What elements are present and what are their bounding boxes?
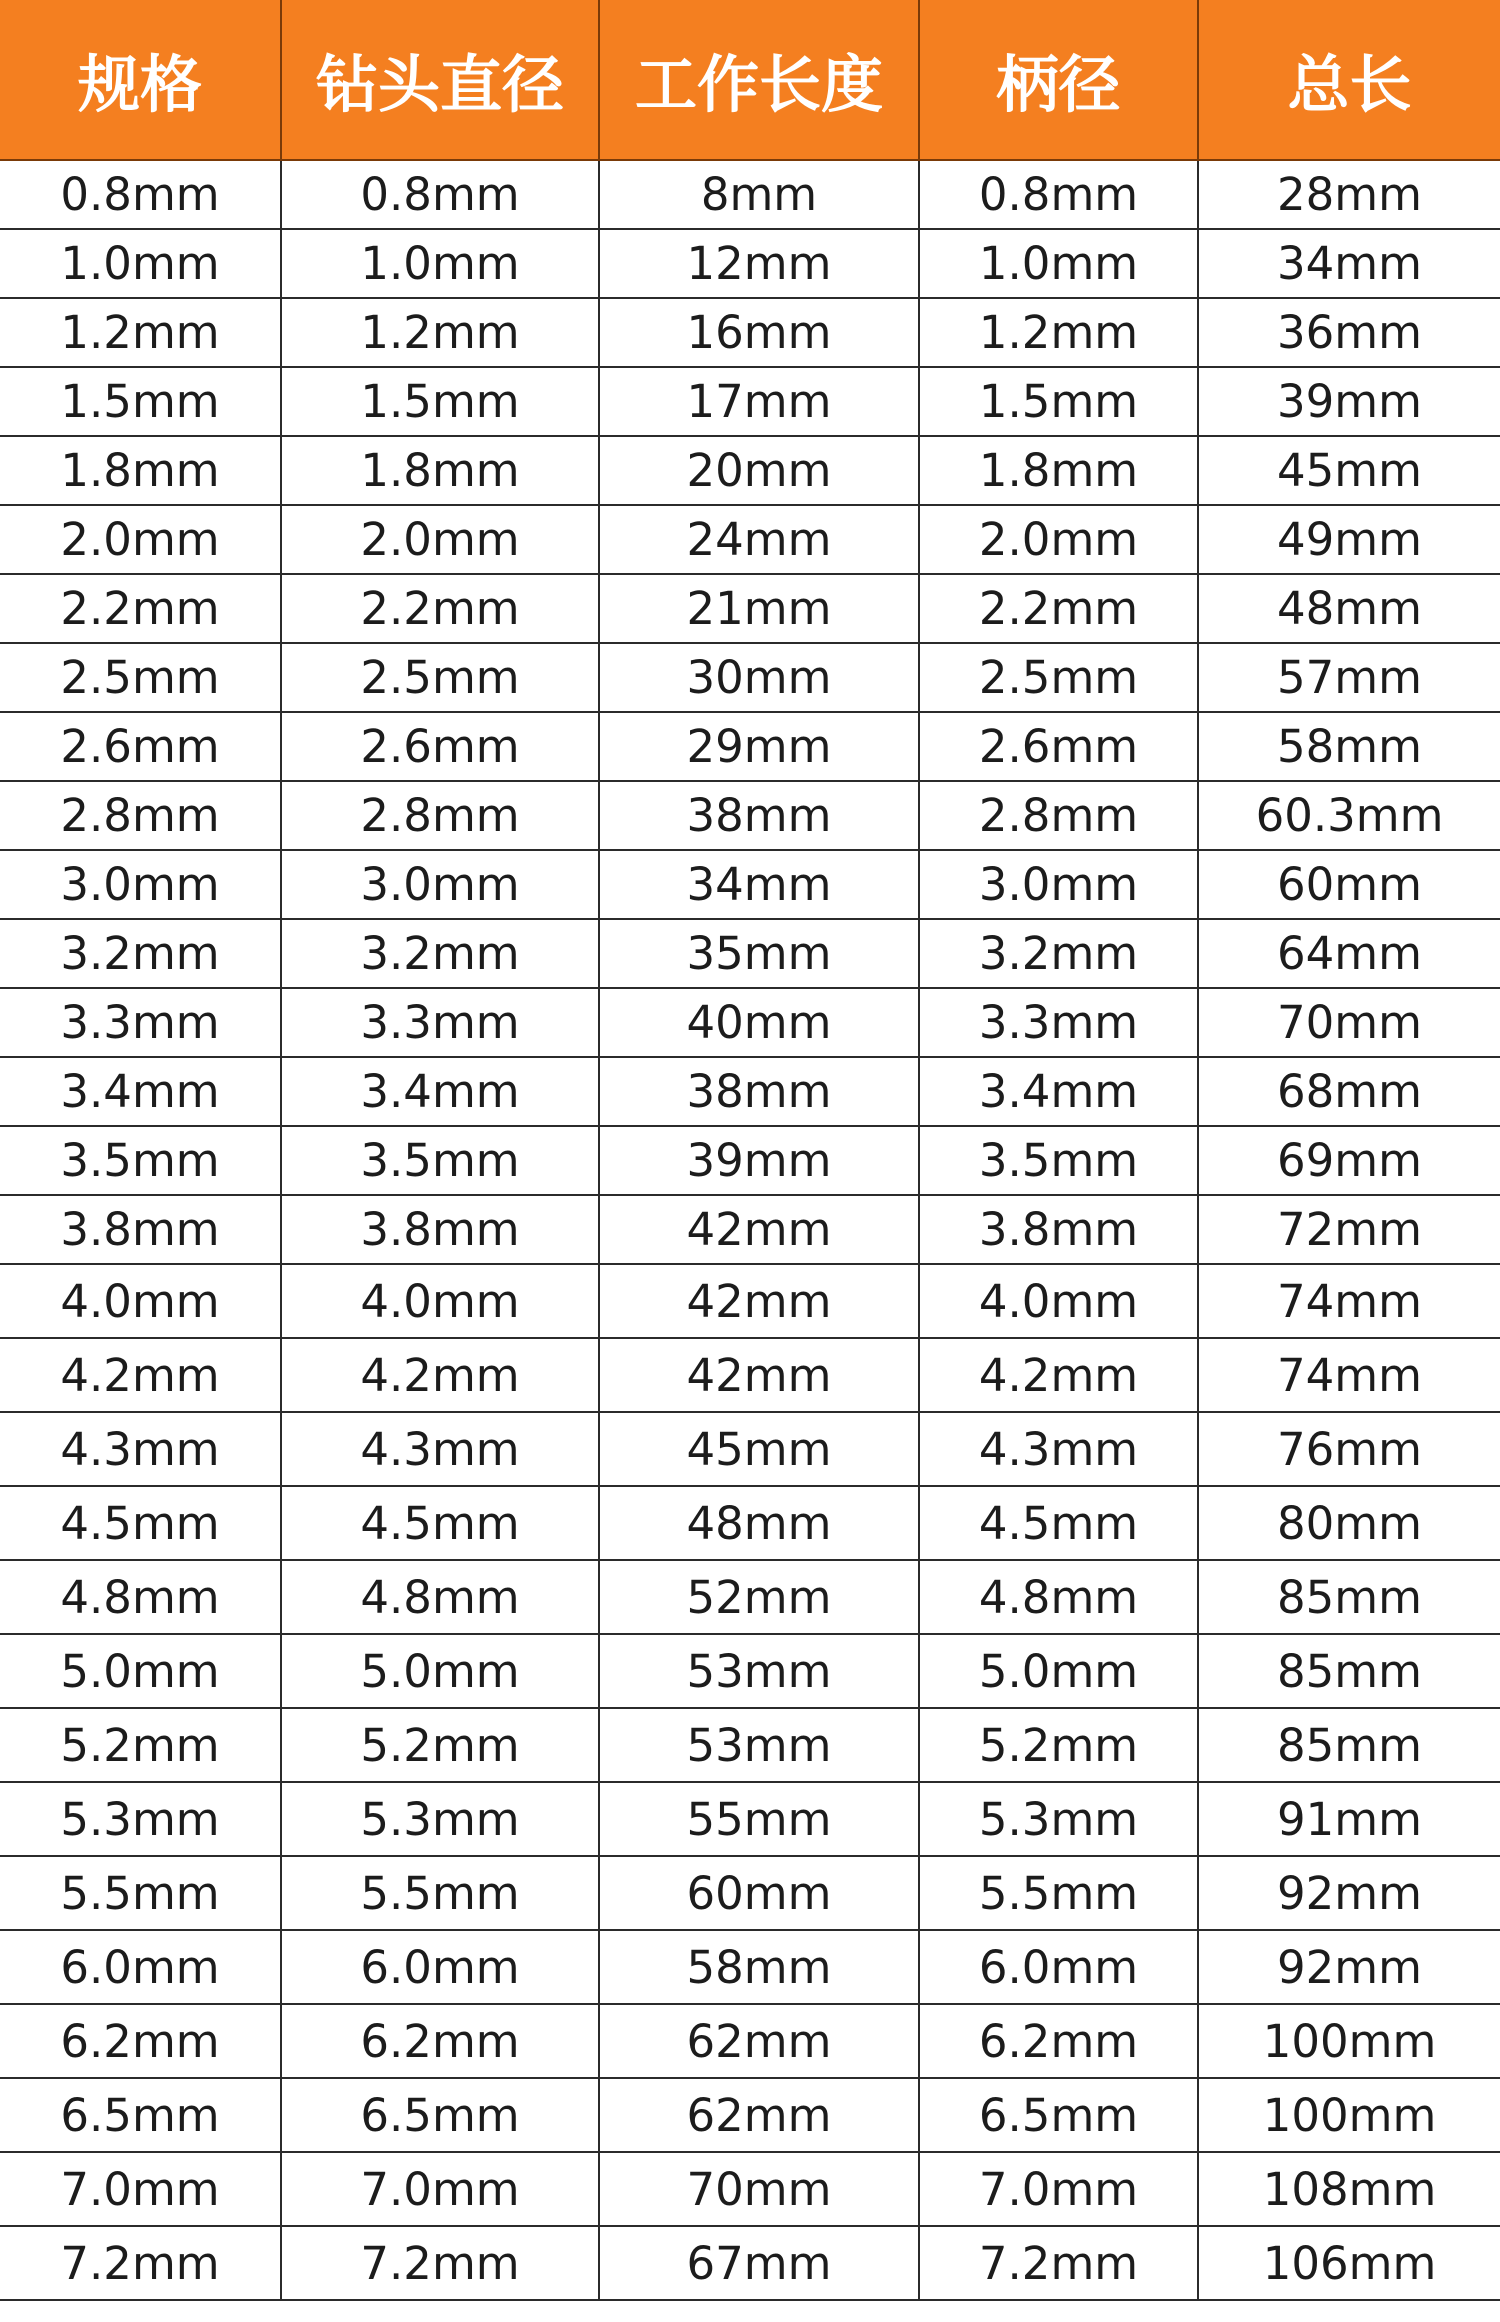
cell-shank-diameter: 2.8mm: [919, 781, 1198, 850]
cell-drill-diameter: 2.6mm: [281, 712, 599, 781]
header-working-length: 工作长度: [599, 0, 919, 160]
cell-spec: 2.5mm: [0, 643, 281, 712]
cell-working-length: 38mm: [599, 1057, 919, 1126]
cell-working-length: 17mm: [599, 367, 919, 436]
cell-total-length: 85mm: [1198, 1560, 1500, 1634]
table-row: [0, 2004, 1500, 2078]
cell-shank-diameter: 3.4mm: [919, 1057, 1198, 1126]
cell-total-length: 60mm: [1198, 850, 1500, 919]
cell-total-length: 34mm: [1198, 229, 1500, 298]
cell-shank-diameter: 2.2mm: [919, 574, 1198, 643]
table-row: [0, 160, 1500, 229]
cell-drill-diameter: 2.2mm: [281, 574, 599, 643]
cell-working-length: 67mm: [599, 2226, 919, 2300]
cell-drill-diameter: 6.0mm: [281, 1930, 599, 2004]
cell-drill-diameter: 2.5mm: [281, 643, 599, 712]
table-row: [0, 850, 1500, 919]
cell-drill-diameter: 1.8mm: [281, 436, 599, 505]
table-row: [0, 1856, 1500, 1930]
cell-shank-diameter: 6.5mm: [919, 2078, 1198, 2152]
cell-total-length: 100mm: [1198, 2004, 1500, 2078]
table-row: [0, 643, 1500, 712]
cell-total-length: 100mm: [1198, 2078, 1500, 2152]
cell-drill-diameter: 4.2mm: [281, 1338, 599, 1412]
cell-working-length: 53mm: [599, 1634, 919, 1708]
cell-drill-diameter: 3.4mm: [281, 1057, 599, 1126]
cell-total-length: 60.3mm: [1198, 781, 1500, 850]
table-row: [0, 1126, 1500, 1195]
cell-working-length: 55mm: [599, 1782, 919, 1856]
cell-drill-diameter: 6.2mm: [281, 2004, 599, 2078]
cell-working-length: 60mm: [599, 1856, 919, 1930]
cell-shank-diameter: 1.0mm: [919, 229, 1198, 298]
cell-spec: 4.5mm: [0, 1486, 281, 1560]
cell-spec: 3.0mm: [0, 850, 281, 919]
cell-shank-diameter: 4.8mm: [919, 1560, 1198, 1634]
cell-shank-diameter: 4.2mm: [919, 1338, 1198, 1412]
table-row: [0, 2226, 1500, 2300]
cell-spec: 3.3mm: [0, 988, 281, 1057]
cell-drill-diameter: 3.3mm: [281, 988, 599, 1057]
cell-working-length: 42mm: [599, 1195, 919, 1264]
header-row: [0, 0, 1500, 160]
cell-total-length: 70mm: [1198, 988, 1500, 1057]
cell-spec: 2.0mm: [0, 505, 281, 574]
cell-shank-diameter: 4.0mm: [919, 1264, 1198, 1338]
table-row: [0, 1560, 1500, 1634]
cell-drill-diameter: 3.5mm: [281, 1126, 599, 1195]
cell-total-length: 85mm: [1198, 1634, 1500, 1708]
cell-spec: 4.3mm: [0, 1412, 281, 1486]
cell-total-length: 48mm: [1198, 574, 1500, 643]
table-row: [0, 712, 1500, 781]
cell-spec: 2.6mm: [0, 712, 281, 781]
table-row: [0, 1264, 1500, 1338]
cell-shank-diameter: 3.8mm: [919, 1195, 1198, 1264]
table-row: [0, 367, 1500, 436]
cell-total-length: 57mm: [1198, 643, 1500, 712]
cell-spec: 1.5mm: [0, 367, 281, 436]
cell-spec: 1.2mm: [0, 298, 281, 367]
cell-shank-diameter: 3.2mm: [919, 919, 1198, 988]
table-body: [0, 160, 1500, 2300]
cell-working-length: 20mm: [599, 436, 919, 505]
cell-shank-diameter: 2.0mm: [919, 505, 1198, 574]
cell-drill-diameter: 4.8mm: [281, 1560, 599, 1634]
cell-working-length: 45mm: [599, 1412, 919, 1486]
cell-drill-diameter: 3.0mm: [281, 850, 599, 919]
cell-spec: 5.0mm: [0, 1634, 281, 1708]
cell-total-length: 91mm: [1198, 1782, 1500, 1856]
cell-drill-diameter: 5.3mm: [281, 1782, 599, 1856]
cell-total-length: 74mm: [1198, 1264, 1500, 1338]
cell-total-length: 76mm: [1198, 1412, 1500, 1486]
cell-spec: 6.5mm: [0, 2078, 281, 2152]
cell-working-length: 42mm: [599, 1264, 919, 1338]
cell-spec: 2.8mm: [0, 781, 281, 850]
cell-total-length: 49mm: [1198, 505, 1500, 574]
cell-shank-diameter: 5.0mm: [919, 1634, 1198, 1708]
cell-total-length: 85mm: [1198, 1708, 1500, 1782]
cell-spec: 6.2mm: [0, 2004, 281, 2078]
table-row: [0, 505, 1500, 574]
cell-total-length: 80mm: [1198, 1486, 1500, 1560]
cell-working-length: 52mm: [599, 1560, 919, 1634]
cell-shank-diameter: 3.0mm: [919, 850, 1198, 919]
table-row: [0, 919, 1500, 988]
cell-total-length: 72mm: [1198, 1195, 1500, 1264]
cell-drill-diameter: 5.5mm: [281, 1856, 599, 1930]
cell-working-length: 62mm: [599, 2004, 919, 2078]
table-row: [0, 436, 1500, 505]
cell-shank-diameter: 5.3mm: [919, 1782, 1198, 1856]
cell-spec: 3.4mm: [0, 1057, 281, 1126]
cell-shank-diameter: 3.3mm: [919, 988, 1198, 1057]
cell-shank-diameter: 2.5mm: [919, 643, 1198, 712]
cell-drill-diameter: 4.0mm: [281, 1264, 599, 1338]
cell-working-length: 30mm: [599, 643, 919, 712]
cell-working-length: 53mm: [599, 1708, 919, 1782]
cell-working-length: 35mm: [599, 919, 919, 988]
cell-working-length: 39mm: [599, 1126, 919, 1195]
table-row: [0, 2152, 1500, 2226]
cell-working-length: 38mm: [599, 781, 919, 850]
cell-spec: 7.0mm: [0, 2152, 281, 2226]
header-spec: 规格: [0, 0, 281, 160]
table-row: [0, 2078, 1500, 2152]
table-row: [0, 574, 1500, 643]
table-row: [0, 1195, 1500, 1264]
table-row: [0, 298, 1500, 367]
cell-shank-diameter: 6.0mm: [919, 1930, 1198, 2004]
cell-working-length: 16mm: [599, 298, 919, 367]
cell-drill-diameter: 1.2mm: [281, 298, 599, 367]
cell-total-length: 36mm: [1198, 298, 1500, 367]
cell-total-length: 69mm: [1198, 1126, 1500, 1195]
table-row: [0, 988, 1500, 1057]
cell-drill-diameter: 7.0mm: [281, 2152, 599, 2226]
table-row: [0, 229, 1500, 298]
cell-working-length: 29mm: [599, 712, 919, 781]
cell-drill-diameter: 1.0mm: [281, 229, 599, 298]
cell-shank-diameter: 0.8mm: [919, 160, 1198, 229]
cell-shank-diameter: 5.5mm: [919, 1856, 1198, 1930]
header-shank-diameter: 柄径: [919, 0, 1198, 160]
cell-total-length: 39mm: [1198, 367, 1500, 436]
cell-spec: 2.2mm: [0, 574, 281, 643]
cell-total-length: 106mm: [1198, 2226, 1500, 2300]
table-row: [0, 1634, 1500, 1708]
cell-working-length: 8mm: [599, 160, 919, 229]
cell-spec: 0.8mm: [0, 160, 281, 229]
cell-shank-diameter: 3.5mm: [919, 1126, 1198, 1195]
cell-total-length: 108mm: [1198, 2152, 1500, 2226]
cell-spec: 5.3mm: [0, 1782, 281, 1856]
cell-shank-diameter: 7.0mm: [919, 2152, 1198, 2226]
cell-drill-diameter: 0.8mm: [281, 160, 599, 229]
table-row: [0, 1057, 1500, 1126]
cell-working-length: 24mm: [599, 505, 919, 574]
cell-total-length: 28mm: [1198, 160, 1500, 229]
cell-drill-diameter: 2.0mm: [281, 505, 599, 574]
cell-drill-diameter: 7.2mm: [281, 2226, 599, 2300]
cell-drill-diameter: 4.3mm: [281, 1412, 599, 1486]
cell-spec: 4.2mm: [0, 1338, 281, 1412]
cell-shank-diameter: 1.8mm: [919, 436, 1198, 505]
cell-shank-diameter: 4.5mm: [919, 1486, 1198, 1560]
cell-shank-diameter: 1.2mm: [919, 298, 1198, 367]
cell-working-length: 48mm: [599, 1486, 919, 1560]
cell-shank-diameter: 2.6mm: [919, 712, 1198, 781]
cell-working-length: 34mm: [599, 850, 919, 919]
cell-drill-diameter: 5.0mm: [281, 1634, 599, 1708]
cell-spec: 7.2mm: [0, 2226, 281, 2300]
cell-working-length: 21mm: [599, 574, 919, 643]
cell-working-length: 12mm: [599, 229, 919, 298]
table-row: [0, 1486, 1500, 1560]
cell-spec: 4.8mm: [0, 1560, 281, 1634]
cell-total-length: 92mm: [1198, 1856, 1500, 1930]
cell-spec: 5.5mm: [0, 1856, 281, 1930]
cell-total-length: 74mm: [1198, 1338, 1500, 1412]
cell-spec: 1.0mm: [0, 229, 281, 298]
cell-total-length: 64mm: [1198, 919, 1500, 988]
cell-total-length: 68mm: [1198, 1057, 1500, 1126]
cell-shank-diameter: 4.3mm: [919, 1412, 1198, 1486]
cell-working-length: 62mm: [599, 2078, 919, 2152]
cell-spec: 1.8mm: [0, 436, 281, 505]
table-row: [0, 781, 1500, 850]
cell-drill-diameter: 3.2mm: [281, 919, 599, 988]
cell-working-length: 70mm: [599, 2152, 919, 2226]
table-row: [0, 1412, 1500, 1486]
table-row: [0, 1708, 1500, 1782]
table-row: [0, 1338, 1500, 1412]
table-row: [0, 1782, 1500, 1856]
table-row: [0, 1930, 1500, 2004]
cell-spec: 4.0mm: [0, 1264, 281, 1338]
cell-working-length: 42mm: [599, 1338, 919, 1412]
cell-spec: 3.5mm: [0, 1126, 281, 1195]
header-total-length: 总长: [1198, 0, 1500, 160]
cell-total-length: 92mm: [1198, 1930, 1500, 2004]
cell-spec: 3.2mm: [0, 919, 281, 988]
cell-drill-diameter: 1.5mm: [281, 367, 599, 436]
cell-spec: 3.8mm: [0, 1195, 281, 1264]
cell-drill-diameter: 4.5mm: [281, 1486, 599, 1560]
cell-drill-diameter: 2.8mm: [281, 781, 599, 850]
cell-shank-diameter: 5.2mm: [919, 1708, 1198, 1782]
cell-shank-diameter: 7.2mm: [919, 2226, 1198, 2300]
cell-spec: 5.2mm: [0, 1708, 281, 1782]
cell-spec: 6.0mm: [0, 1930, 281, 2004]
cell-working-length: 40mm: [599, 988, 919, 1057]
header-drill-diameter: 钻头直径: [281, 0, 599, 160]
cell-drill-diameter: 3.8mm: [281, 1195, 599, 1264]
cell-shank-diameter: 6.2mm: [919, 2004, 1198, 2078]
cell-shank-diameter: 1.5mm: [919, 367, 1198, 436]
cell-drill-diameter: 6.5mm: [281, 2078, 599, 2152]
cell-total-length: 45mm: [1198, 436, 1500, 505]
cell-drill-diameter: 5.2mm: [281, 1708, 599, 1782]
table-header: [0, 0, 1500, 160]
cell-working-length: 58mm: [599, 1930, 919, 2004]
cell-total-length: 58mm: [1198, 712, 1500, 781]
